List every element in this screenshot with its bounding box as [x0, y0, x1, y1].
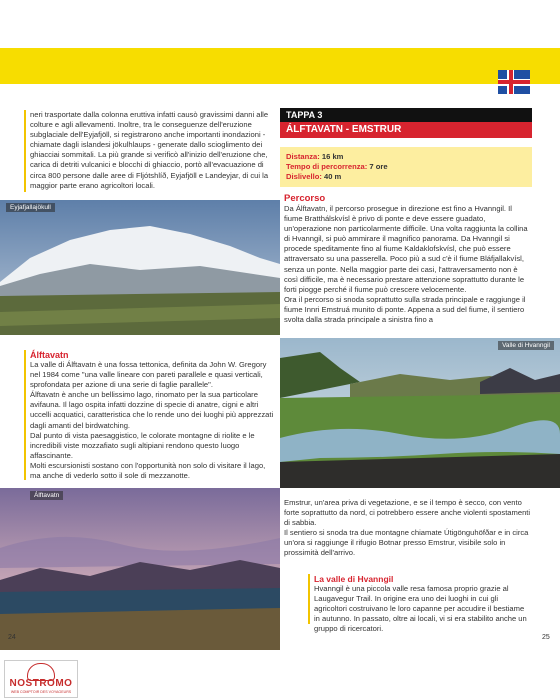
header-yellow-band	[0, 48, 560, 84]
valle-title: La valle di Hvanngil	[314, 574, 394, 584]
alftavatn-box	[30, 350, 274, 481]
valle-text: Hvanngil è una piccola valle resa famosa proprio grazie al Laugavegur Trail. In origine era uno dei luoghi in cui gli agricoltori costruivano le loro capanne per accudire il bestiame in autunno. In passato, oltre ai locali, vi si era stabilito anche un gruppo di ricercatori.	[314, 584, 527, 634]
photo-caption: Álftavatn	[30, 491, 63, 500]
intro-paragraph: neri trasportate dalla colonna eruttiva infatti causò gravissimi danni alle colture e agli allevamenti. Inoltre, tra le conseguenze dell'eruzione subglaciale dell'Eyjafjöll, si registrarono anche importanti inondazioni - chiamate dagli islandesi jökulhlaups - generate dallo scioglimento dei ghiacciai sommitali. La più grande si verificò all'inizio dell'eruzione che, carica di detriti vulcanici e blocchi di ghiaccio, portò all'evacuazione di circa 800 persone dalle aree di Fljótshlíð, Eyjafjöll e Landeyjar, di cui la maggior parte erano agricoltori locali.	[30, 110, 269, 190]
alftavatn-box-title: Álftavatn	[30, 350, 69, 360]
box-yellow-rule	[24, 350, 26, 480]
logo-name: NOSTROMO	[9, 678, 73, 689]
photo-eyjafjallajokull	[0, 200, 280, 335]
percorso-text: Da Álftavatn, il percorso prosegue in direzione est fino a Hvanngil. Il fiume Bratthálskvísl è privo di ponte e deve essere guadato, un'operazione non particolarmente difficile. Una volta raggiunta la collina di Hvanngil, si può ammirare il magnifico panorama. Da Hvanngil si procede speditamente fino al fiume Kaldaklofskvísl, che può essere attraversato su una passerella. Poco più a sud c'è il fiume Bláfjallakvísl, senza un ponte. Nella maggior parte dei casi, l'attraversamento non è così difficile, ma è necessario prestare attenzione soprattutto durante le forti piogge perché il fiume può crescere velocemente.	[284, 204, 528, 294]
photo-caption: Valle di Hvanngil	[498, 341, 554, 350]
stage-number: TAPPA 3	[280, 108, 532, 122]
emstrur-section	[284, 498, 532, 559]
info-row-elevation: Dislivello: 40 m	[286, 172, 342, 181]
intro-yellow-rule	[24, 110, 26, 192]
nostromo-logo	[4, 660, 78, 698]
emstrur-text: Emstrur, un'area priva di vegetazione, e se il tempo è secco, con vento forte soprattutto da nord, ci potrebbero essere anche violenti spostamenti di sabbia.	[284, 498, 531, 528]
emstrur-text-2: Il sentiero si snoda tra due montagne chiamate Útigönguhöfðar e in circa un'ora si raggiunge il rifugio Botnar presso Emstrur, visibile solo in prossimità dell'arrivo.	[284, 528, 529, 558]
info-row-distance: Distanza: 16 km	[286, 152, 344, 161]
percorso-text-2: Ora il percorso si snoda soprattutto sulla strada principale e raggiunge il fiume Innri Emstruá munito di ponte. Appena a sud del fiume, il sentiero svolta dalla strada principale a sinistra fino a	[284, 294, 526, 325]
alftavatn-box-p4: Molti escursionisti sostano con l'opportunità non solo di visitare il lago, ma anche di vederlo sotto il sole di mezzanotte.	[30, 460, 266, 481]
valle-yellow-rule	[308, 574, 310, 624]
iceland-flag-icon	[498, 70, 530, 94]
stage-info-box	[280, 147, 532, 187]
page-number-right: 25	[542, 634, 550, 641]
valle-box	[314, 574, 532, 634]
photo-alftavatn	[0, 488, 280, 650]
page-number-left: 24	[8, 634, 16, 641]
percorso-section	[284, 193, 532, 325]
info-row-time: Tempo di percorrenza: 7 ore	[286, 162, 388, 171]
alftavatn-box-p1: La valle di Álftavatn è una fossa tettonica, definita da John W. Gregory nel 1984 come "una valle lineare con pareti parallele e quasi verticali, sprofondata per azione di una serie di faglie parallele".	[30, 360, 267, 390]
photo-caption: Eyjafjallajökull	[6, 203, 55, 212]
logo-tagline: WEB COMPTOIR DES VOYAGEURS	[10, 690, 72, 694]
stage-route: ÁLFTAVATN - EMSTRUR	[280, 122, 532, 138]
alftavatn-box-p3: Dal punto di vista paesaggistico, le colorate montagne di riolite e le incredibili viste mozzafiato sugli altipiani rendono questo luogo affascinante.	[30, 430, 255, 460]
alftavatn-box-p2: Álftavatn è anche un bellissimo lago, rinomato per la sua particolare avifauna. Il lago ospita infatti dozzine di specie di anatre, cigni e altri uccelli acquatici, caratteristica che lo rende uno dei luoghi più apprezzati dagli amanti del birdwatching.	[30, 390, 274, 430]
percorso-title: Percorso	[284, 193, 326, 204]
photo-valle-di-hvanngil	[280, 338, 560, 488]
